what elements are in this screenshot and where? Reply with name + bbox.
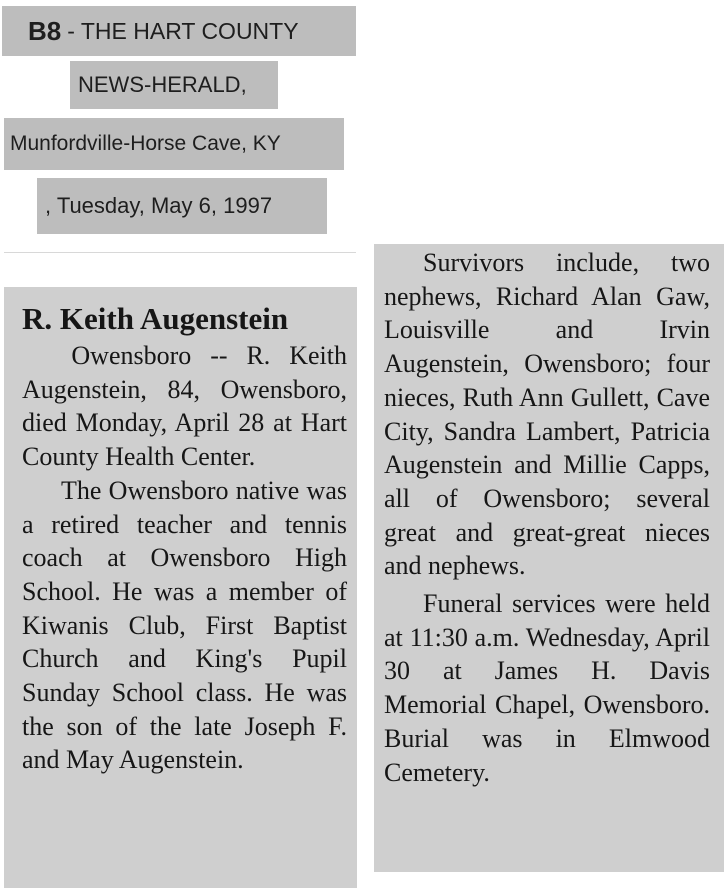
paper-location: Munfordville-Horse Cave, KY <box>10 132 281 155</box>
paper-name-line2: NEWS-HERALD, <box>78 72 247 97</box>
masthead-page-strip <box>2 6 356 56</box>
obituary-column-left <box>4 287 357 888</box>
masthead-name-strip <box>70 61 278 109</box>
paper-name-line1: - THE HART COUNTY <box>67 17 299 44</box>
divider-rule <box>4 252 356 253</box>
obituary-paragraph-1: Owensboro -- R. Keith Augenstein, 84, Owensboro, died Monday, April 28 at Hart County Health Center. <box>22 341 347 472</box>
page-number: B8 <box>28 15 62 46</box>
obituary-column-right <box>374 244 724 872</box>
obituary-paragraph-4: Funeral services were held at 11:30 a.m. Wednesday, April 30 at James H. Davis Memorial Chapel, Owensboro. Burial was in Elmwood Cemetery. <box>384 589 710 787</box>
paper-date: , Tuesday, May 6, 1997 <box>45 193 273 218</box>
obituary-headline: R. Keith Augenstein <box>22 301 289 336</box>
masthead-location-strip <box>4 118 344 170</box>
obituary-paragraph-2: The Owensboro native was a retired teacher and tennis coach at Owensboro High School. He was a member of Kiwanis Club, First Baptist Church and King's Pupil Sunday School class. He was the son of the late Joseph F. and May Augenstein. <box>22 475 347 775</box>
masthead-date-strip <box>37 178 327 234</box>
obituary-paragraph-3: Survivors include, two nephews, Richard Alan Gaw, Louisville and Irvin Augenstein, Owensboro; four nieces, Ruth Ann Gullett, Cave City, Sandra Lambert, Patricia Augenstein and Millie Capps, all of Owensboro; several great and great-great nieces and nephews. <box>384 248 710 581</box>
